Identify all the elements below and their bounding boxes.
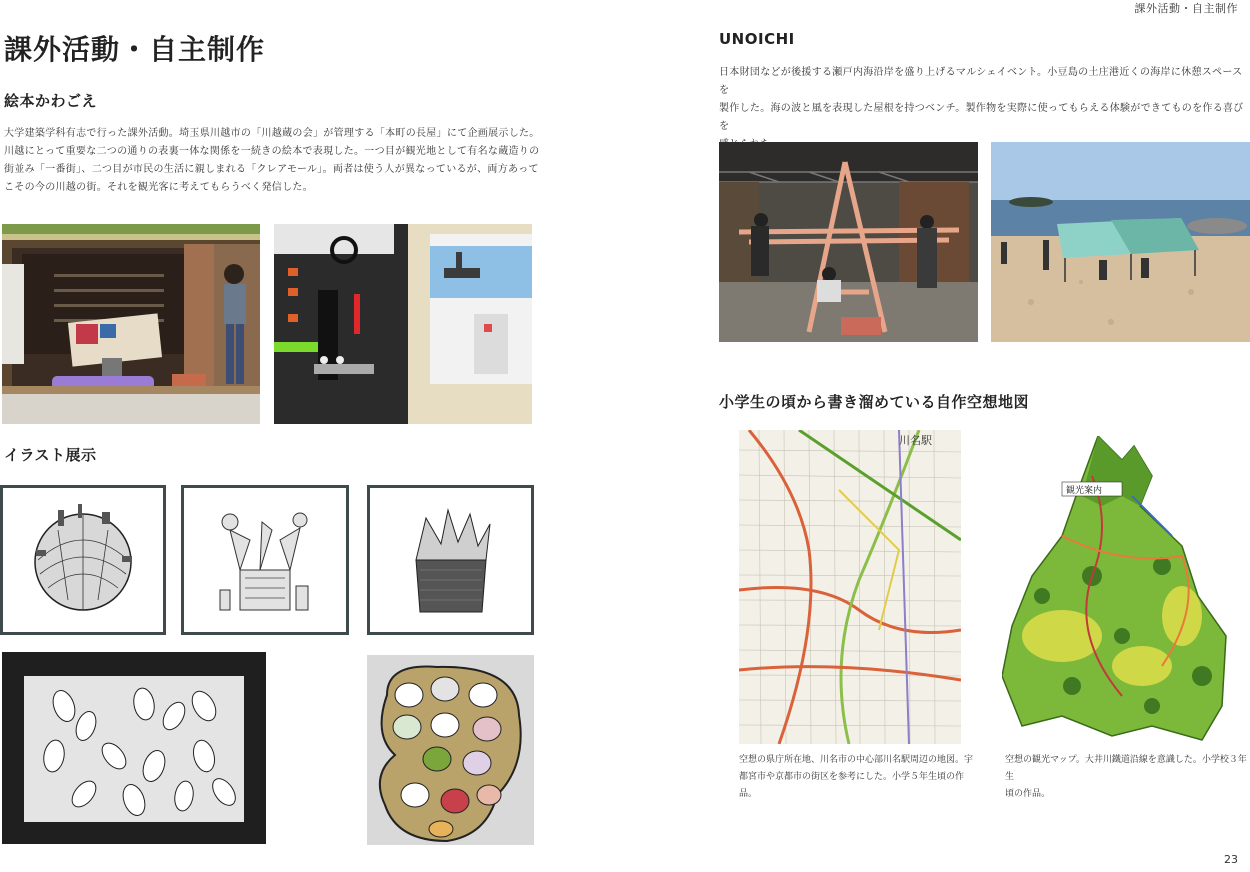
ehon-line: 大学建築学科有志で行った課外活動。埼玉県川越市の「川越蔵の会」が管理する「本町の長屋」にて企画展示した。 [4, 128, 540, 139]
sightseeing-map-drawing [1002, 436, 1228, 742]
ehon-description [4, 125, 544, 197]
section-header: 課外活動・自主制作 [1134, 2, 1238, 15]
unoichi-beach-photo [991, 142, 1250, 342]
ehon-book-photo [274, 224, 532, 424]
tools-illustration [200, 500, 330, 620]
caption-line: 空想の県庁所在地、川名市の中心部川名駅周辺の地図。宇 [739, 755, 974, 765]
sightseeing-map-caption [1005, 752, 1250, 803]
unoichi-description [719, 64, 1249, 154]
illustration-frame [181, 485, 349, 635]
maps-title: 小学生の頃から書き溜めている自作空想地図 [719, 393, 1030, 411]
shoes-illustration [24, 676, 244, 822]
ehon-exhibition-photo [2, 224, 260, 424]
sightseeing-map-label: 観光案内 [1066, 486, 1103, 496]
ehon-line: 川越にとって重要な二つの通りの表裏一体な関係を一続きの絵本で表現した。一つ目が観光地として有名な蔵造りの [4, 146, 540, 157]
ehon-line: 街並み「一番街」、二つ目が市民の生活に親しまれる「クレアモール」。両者は使う人が異なっているが、両方あって [4, 164, 539, 175]
caption-line: 都宮市や京都市の街区を参考にした。小学５年生頃の作品。 [739, 772, 965, 799]
unoichi-line: 製作した。海の波と風を表現した屋根を持つベンチ。製作物を実際に使ってもらえる体験ができてものを作る喜びを [719, 103, 1244, 132]
city-map-label: 川名駅 [899, 434, 932, 447]
pattern-illustration [367, 655, 534, 845]
unoichi-title: UNOICHI [719, 30, 795, 48]
ehon-line: こその今の川越の街。それを観光客に考えてもらうべく発信した。 [4, 182, 313, 193]
unoichi-workshop-photo [719, 142, 978, 342]
page-number: 23 [1224, 853, 1238, 866]
page-title: 課外活動・自主制作 [4, 33, 266, 66]
ehon-title: 絵本かわごえ [4, 92, 98, 110]
city-map-drawing [739, 430, 961, 744]
city-map-caption [739, 752, 979, 803]
caption-line: 頃の作品。 [1005, 789, 1051, 799]
caption-line: 空想の観光マップ。大井川鐵道沿線を意識した。小学校３年生 [1005, 755, 1247, 782]
box-illustration [386, 500, 516, 620]
globe-illustration [18, 500, 148, 620]
illustration-frame [367, 485, 534, 635]
illustration-frame [0, 485, 166, 635]
illust-title: イラスト展示 [4, 446, 97, 464]
shoes-illustration-frame [2, 652, 266, 844]
unoichi-line: 日本財団などが後援する瀬戸内海沿岸を盛り上げるマルシェイベント。小豆島の土庄港近くの海岸に休憩スペースを [719, 67, 1243, 96]
